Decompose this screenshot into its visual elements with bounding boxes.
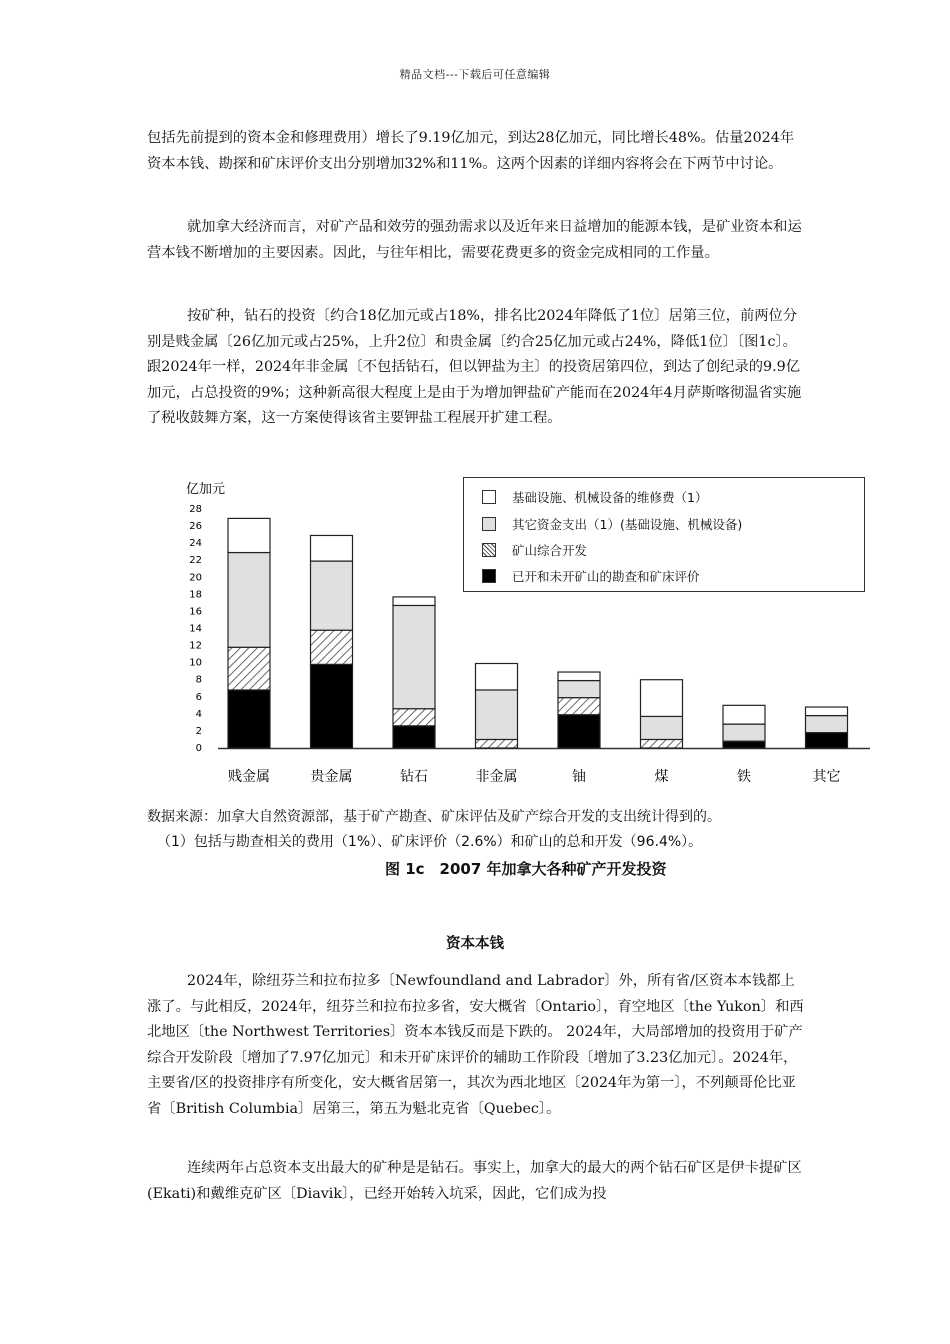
chart-legend <box>463 477 865 592</box>
y-tick-label: 2 <box>195 725 202 737</box>
bar-segment <box>476 663 518 689</box>
paragraph-1: 包括先前提到的资本金和修理费用）增长了9.19亿加元，到达28亿加元，同比增长48%。估量2024年资本本钱、勘探和矿床评价支出分别增加32%和11%。这两个因素的详细内容将会在下两节中讨论。 <box>147 130 795 172</box>
bar-segment <box>558 698 600 715</box>
figure-caption: 图 1c 2007 年加拿大各种矿产开发投资 <box>385 860 667 878</box>
y-tick-label: 14 <box>189 623 202 635</box>
y-tick-label: 28 <box>189 504 202 515</box>
x-tick-label: 非金属 <box>475 769 518 785</box>
bar-segment <box>393 605 435 708</box>
x-tick-label: 贱金属 <box>228 769 270 785</box>
legend-swatch <box>482 543 496 557</box>
section-paragraph-2: 连续两年占总资本支出最大的矿种是是钻石。事实上，加拿大的最大的两个钻石矿区是伊卡提矿区(Ekati)和戴维克矿区〔Diavik〕，已经开始转入坑采，因此，它们成为投 <box>147 1160 802 1202</box>
y-tick-label: 16 <box>189 606 202 618</box>
y-tick-label: 8 <box>195 674 202 686</box>
legend-swatch <box>482 517 496 531</box>
bar-segment <box>393 597 435 606</box>
bar-segment <box>228 690 270 748</box>
legend-item-mine-development: 矿山综合开发 <box>482 541 587 559</box>
y-tick-label: 12 <box>189 640 202 652</box>
y-tick-label: 24 <box>189 538 202 550</box>
x-tick-label: 钻石 <box>400 769 428 785</box>
paragraph-3: 按矿种，钻石的投资〔约合18亿加元或占18%，排名比2024年降低了1位〕居第三位，前两位分别是贱金属〔26亿加元或占25%，上升2位〕和贵金属〔约合25亿加元或占24%，降低1位〕〔图1c〕。跟2024年一样，2024年非金属〔不包括钻石，但以钾盐为主〕的投资居第四位，到达了创纪录的9.9亿加元，占总投资的9%；这种新高很大程度上是由于为增加钾盐矿产能而在2024年4月萨斯喀彻温省实施了税收鼓舞方案，这一方案使得该省主要钾盐工程展开扩建工程。 <box>147 308 802 426</box>
y-axis-label: 亿加元 <box>186 482 226 497</box>
y-tick-label: 6 <box>195 691 202 703</box>
y-tick-label: 10 <box>189 657 202 669</box>
section-paragraph-1: 2024年，除纽芬兰和拉布拉多〔Newfoundland and Labrador〕外，所有省/区资本本钱都上涨了。与此相反，2024年，纽芬兰和拉布拉多省，安大概省〔Ontario〕，育空地区〔the Yukon〕和西北地区〔the Northwest Territories〕资本本钱反而是下跌的。 2024年，大局部增加的投资用于矿产综合开发阶段〔增加了7.97亿加元〕和未开矿床评价的辅助工作阶段〔增加了3.23亿加元〕。2024年，主要省/区的投资排序有所变化，安大概省居第一，其次为西北地区〔2024年为第一〕，不列颠哥伦比亚省〔British Columbia〕居第三，第五为魁北克省〔Quebec〕。 <box>147 973 804 1117</box>
bar-segment <box>558 681 600 698</box>
x-tick-label: 贵金属 <box>310 769 353 785</box>
x-tick-label: 铁 <box>737 769 751 785</box>
section-title: 资本本钱 <box>446 935 504 952</box>
bar-segment <box>723 724 765 741</box>
bar-segment <box>228 518 270 552</box>
bar-segment <box>476 739 518 748</box>
bar-segment <box>723 705 765 724</box>
bar-segment <box>806 707 848 716</box>
bar-segment <box>641 680 683 717</box>
page-header: 精品文档---下载后可任意编辑 <box>399 68 551 81</box>
bar-segment <box>806 733 848 748</box>
y-tick-label: 20 <box>189 572 202 584</box>
x-tick-label: 铀 <box>572 769 586 785</box>
investment-chart <box>180 470 880 800</box>
legend-swatch <box>482 490 496 504</box>
y-tick-label: 0 <box>195 743 202 754</box>
chart-source: 数据来源：加拿大自然资源部，基于矿产勘查、矿床评估及矿产综合开发的支出统计得到的。 <box>147 809 721 825</box>
bar-segment <box>228 647 270 690</box>
bar-segment <box>476 690 518 740</box>
y-tick-label: 4 <box>195 708 202 720</box>
y-tick-label: 22 <box>189 555 202 567</box>
bar-segment <box>228 553 270 648</box>
bar-segment <box>393 726 435 748</box>
legend-item-exploration: 已开和未开矿山的勘查和矿床评价 <box>482 567 700 585</box>
bar-segment <box>311 630 353 664</box>
bar-segment <box>641 739 683 748</box>
legend-item-other-capital: 其它资金支出（1）(基础设施、机械设备) <box>482 515 742 533</box>
x-tick-label: 煤 <box>654 769 669 785</box>
y-tick-label: 26 <box>189 521 202 533</box>
bar-segment <box>311 664 353 748</box>
bar-segment <box>558 672 600 681</box>
bar-segment <box>558 715 600 748</box>
bar-segment <box>311 535 353 561</box>
chart-note: （1）包括与勘查相关的费用（1%）、矿床评价（2.6%）和矿山的总和开发（96.4%）。 <box>157 834 703 850</box>
y-tick-label: 18 <box>189 589 202 601</box>
bar-segment <box>311 561 353 630</box>
bar-segment <box>723 741 765 748</box>
x-tick-label: 其它 <box>812 769 841 785</box>
legend-swatch <box>482 569 496 583</box>
bar-segment <box>806 716 848 733</box>
bar-segment <box>393 709 435 726</box>
paragraph-2: 就加拿大经济而言，对矿产品和效劳的强劲需求以及近年来日益增加的能源本钱，是矿业资本和运营本钱不断增加的主要因素。因此，与往年相比，需要花费更多的资金完成相同的工作量。 <box>147 219 802 261</box>
bar-segment <box>641 716 683 739</box>
legend-item-maintenance: 基础设施、机械设备的维修费（1） <box>482 488 707 506</box>
